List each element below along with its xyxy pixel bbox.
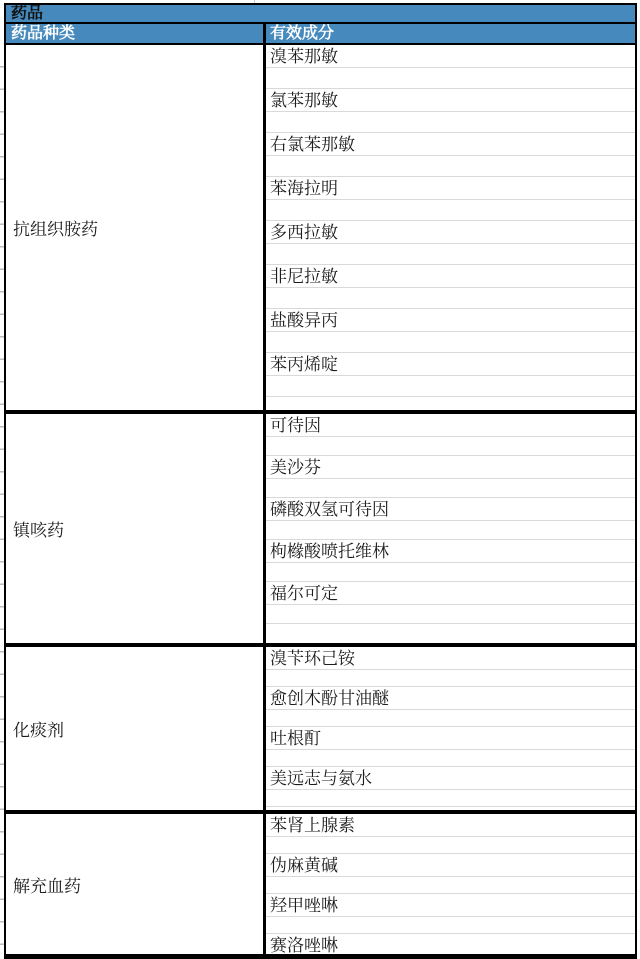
- ingredient-cell[interactable]: 溴苄环己铵: [266, 647, 635, 670]
- ingredient-row: [266, 414, 635, 456]
- ingredient-cell[interactable]: 赛洛唑啉: [266, 934, 635, 957]
- ingredient-cell[interactable]: 羟甲唑啉: [266, 894, 635, 917]
- section-filler: [266, 807, 635, 810]
- empty-cell[interactable]: [266, 437, 635, 456]
- ingredient-row: [266, 814, 635, 854]
- category-cell[interactable]: [6, 814, 266, 954]
- empty-cell[interactable]: [266, 200, 635, 221]
- empty-cell[interactable]: [266, 376, 635, 397]
- ingredient-cell[interactable]: 苯海拉明: [266, 177, 635, 200]
- ingredient-row: [266, 177, 635, 221]
- ingredient-row: [266, 353, 635, 397]
- section-expectorants: [6, 647, 635, 814]
- ingredient-cell[interactable]: 磷酸双氢可待因: [266, 498, 635, 521]
- empty-cell[interactable]: [266, 670, 635, 687]
- empty-cell[interactable]: [266, 332, 635, 353]
- section-filler: [266, 624, 635, 643]
- empty-cell[interactable]: [266, 244, 635, 265]
- ingredient-row: [266, 767, 635, 807]
- header-cell-ingredient[interactable]: 有效成分: [270, 25, 335, 42]
- ingredient-column: [266, 647, 635, 810]
- ingredient-cell[interactable]: 非尼拉敏: [266, 265, 635, 288]
- category-label: 抗组织胺药: [13, 220, 98, 239]
- ingredient-row: [266, 265, 635, 309]
- empty-cell[interactable]: [266, 750, 635, 767]
- category-label: 解充血药: [13, 876, 81, 896]
- empty-cell[interactable]: [266, 156, 635, 177]
- empty-cell[interactable]: [266, 877, 635, 894]
- ingredient-cell[interactable]: 伪麻黄碱: [266, 854, 635, 877]
- empty-cell[interactable]: [266, 605, 635, 624]
- category-cell[interactable]: [6, 45, 266, 410]
- ingredient-cell[interactable]: 苯肾上腺素: [266, 814, 635, 837]
- category-label: 化痰剂: [13, 721, 64, 740]
- ingredient-row: [266, 309, 635, 353]
- ingredient-column: [266, 814, 635, 954]
- section-filler: [266, 397, 635, 410]
- empty-cell[interactable]: [266, 288, 635, 309]
- empty-cell[interactable]: [266, 68, 635, 89]
- table-header-row: [6, 24, 635, 45]
- empty-cell[interactable]: [266, 521, 635, 540]
- table-title-cell[interactable]: 药品: [6, 3, 635, 24]
- ingredient-cell[interactable]: 盐酸异丙: [266, 309, 635, 332]
- ingredient-row: [266, 687, 635, 727]
- ingredient-row: [266, 498, 635, 540]
- ingredient-row: [266, 582, 635, 624]
- ingredient-row: [266, 727, 635, 767]
- ingredient-cell[interactable]: 吐根酊: [266, 727, 635, 750]
- empty-cell[interactable]: [266, 479, 635, 498]
- ingredient-row: [266, 89, 635, 133]
- empty-cell[interactable]: [266, 112, 635, 133]
- empty-cell[interactable]: [266, 563, 635, 582]
- section-antitussives: [6, 414, 635, 647]
- ingredient-cell[interactable]: 多西拉敏: [266, 221, 635, 244]
- ingredient-column: [266, 414, 635, 643]
- section-antihistamines: [6, 45, 635, 414]
- ingredient-row: [266, 45, 635, 89]
- ingredient-cell[interactable]: 美沙芬: [266, 456, 635, 479]
- ingredient-cell[interactable]: 右氯苯那敏: [266, 133, 635, 156]
- ingredient-cell[interactable]: 氯苯那敏: [266, 89, 635, 112]
- ingredient-cell[interactable]: 愈创木酚甘油醚: [266, 687, 635, 710]
- ingredient-cell[interactable]: 福尔可定: [266, 582, 635, 605]
- empty-cell[interactable]: [266, 837, 635, 854]
- section-decongestants: [6, 814, 635, 959]
- empty-cell[interactable]: [266, 710, 635, 727]
- ingredient-row: [266, 647, 635, 687]
- ingredient-cell[interactable]: 可待因: [266, 414, 635, 437]
- ingredient-cell[interactable]: 枸橼酸喷托维林: [266, 540, 635, 563]
- ingredient-column: [266, 45, 635, 410]
- ingredient-cell[interactable]: 苯丙烯啶: [266, 353, 635, 376]
- category-cell[interactable]: [6, 647, 266, 810]
- ingredient-cell[interactable]: 美远志与氨水: [266, 767, 635, 790]
- ingredient-row: [266, 894, 635, 934]
- ingredient-row: [266, 854, 635, 894]
- medicine-table: [4, 3, 637, 959]
- ingredient-cell[interactable]: 溴苯那敏: [266, 45, 635, 68]
- empty-cell[interactable]: [266, 790, 635, 807]
- empty-cell[interactable]: [266, 917, 635, 934]
- ingredient-row: [266, 540, 635, 582]
- ingredient-row: [266, 221, 635, 265]
- header-cell-category[interactable]: 药品种类: [6, 24, 266, 43]
- ingredient-row: [266, 456, 635, 498]
- ingredient-row: [266, 133, 635, 177]
- category-cell[interactable]: [6, 414, 266, 643]
- category-label: 镇咳药: [13, 521, 64, 540]
- ingredient-row: [266, 934, 635, 959]
